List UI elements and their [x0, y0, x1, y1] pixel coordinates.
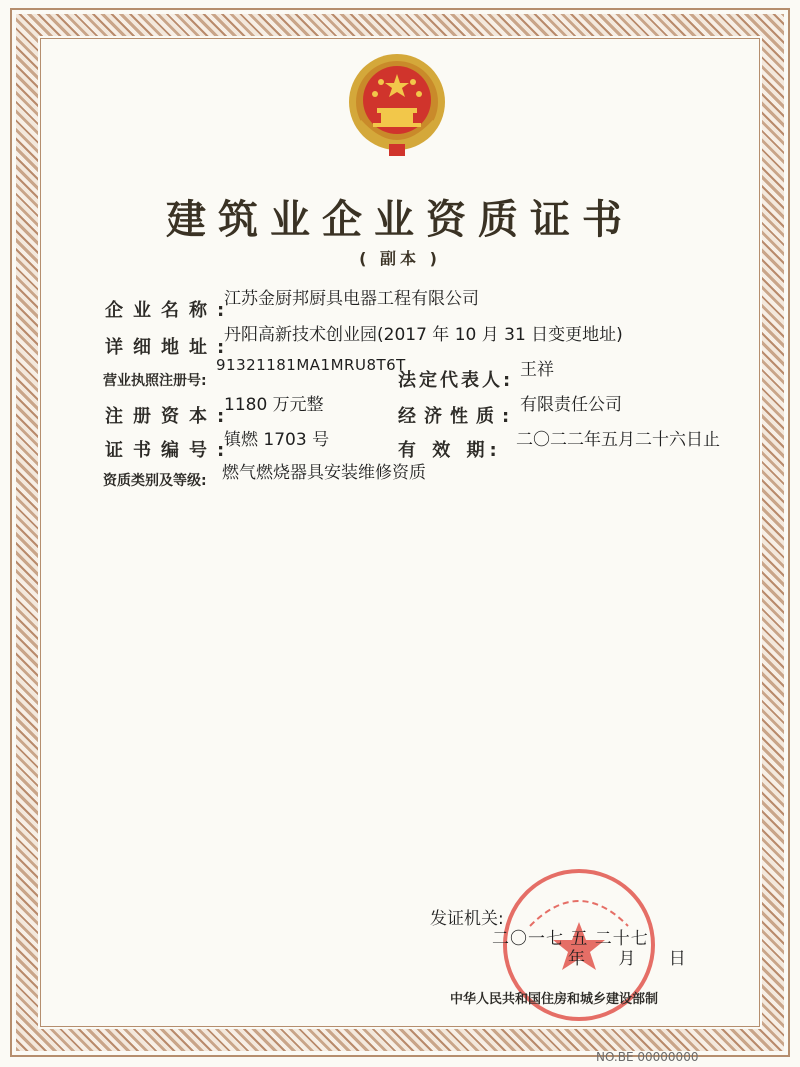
legal-rep-label: 法定代表人:: [398, 370, 514, 391]
validity-value: 二〇二二年五月二十六日止: [516, 430, 720, 450]
ministry-label: 中华人民共和国住房和城乡建设部制: [450, 992, 659, 1007]
issuer-label: 发证机关:: [430, 909, 504, 929]
econ-type-label: 经济性质:: [398, 406, 518, 427]
license-no-label: 营业执照注册号:: [103, 373, 207, 389]
certificate-title: 建筑业企业资质证书: [166, 196, 634, 243]
capital-label: 注册资本:: [105, 406, 235, 427]
company-name-value: 江苏金厨邦厨具电器工程有限公司: [224, 289, 479, 309]
qualification-value: 燃气燃烧器具安装维修资质: [222, 463, 426, 483]
econ-type-value: 有限责任公司: [520, 395, 622, 415]
serial-number: NO.BE 00000000: [596, 1050, 699, 1064]
capital-value: 1180 万元整: [224, 395, 324, 415]
legal-rep-value: 王祥: [520, 360, 554, 380]
address-label: 详细地址:: [105, 337, 235, 358]
qualification-label: 资质类别及等级:: [103, 473, 207, 489]
cert-no-label: 证书编号:: [105, 440, 235, 461]
certificate-subtitle: ( 副本 ): [359, 249, 441, 268]
cert-no-value: 镇燃 1703 号: [224, 430, 330, 450]
issue-date-units: 年 月 日: [568, 949, 686, 969]
company-name-label: 企业名称:: [105, 300, 235, 321]
validity-label: 有 效 期:: [398, 440, 502, 461]
address-value: 丹阳高新技术创业园(2017 年 10 月 31 日变更地址): [224, 325, 623, 345]
national-emblem-icon: [345, 52, 449, 160]
license-no-value: 91321181MA1MRU8T6T: [216, 356, 406, 374]
issue-date: 二〇一七 五 二十七: [492, 929, 649, 949]
